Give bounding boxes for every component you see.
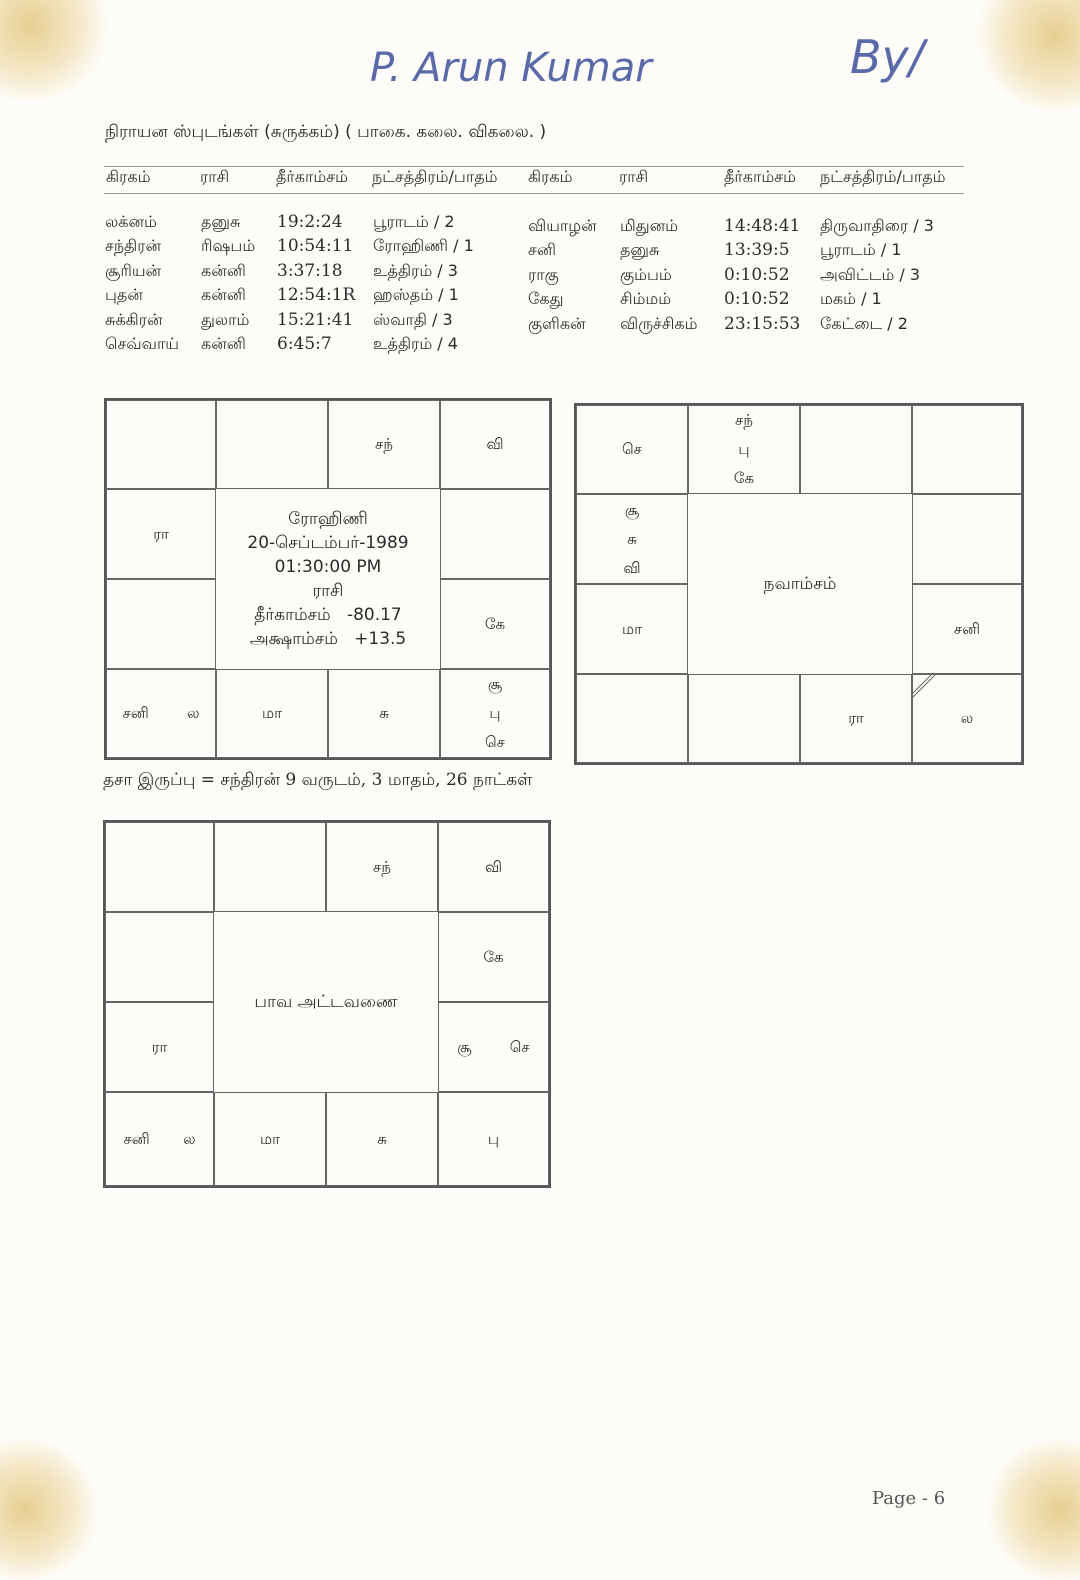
planet-deg: 0:10:52 — [724, 264, 790, 285]
house-cell — [106, 489, 216, 579]
planet-abbrev: ரா — [151, 1037, 168, 1056]
house-cell — [688, 405, 800, 494]
planet-abbrev: சனி ல — [123, 1129, 196, 1148]
center-label: தீர்காம்சம் -80.17 — [254, 605, 402, 625]
planet-star: பூராடம் / 2 — [373, 212, 455, 231]
planet-rasi: கன்னி — [201, 334, 246, 353]
chart-center — [214, 912, 438, 1092]
planet-deg: 10:54:11 — [277, 236, 354, 257]
planet-abbrev: பு — [487, 1129, 500, 1148]
planet-abbrev: மா — [262, 704, 282, 722]
planet-graha: லக்னம் — [105, 212, 157, 231]
planet-abbrev: சந் — [375, 435, 393, 453]
planet-star: உத்திரம் / 4 — [373, 334, 458, 353]
planet-abbrev: மா — [260, 1129, 280, 1148]
house-cell — [328, 669, 440, 758]
planet-abbrev: வி — [623, 558, 641, 577]
house-cell — [326, 822, 438, 912]
planet-deg: 12:54:1R — [277, 285, 356, 306]
planet-graha: சூரியன் — [105, 260, 162, 280]
house-cell — [106, 400, 216, 489]
house-cell — [326, 1092, 438, 1186]
center-label: பாவ அட்டவணை — [254, 992, 398, 1012]
planet-graha: கேது — [528, 289, 564, 309]
house-cell — [216, 400, 328, 489]
planet-graha: சுக்கிரன் — [105, 309, 163, 329]
planet-star: உத்திரம் / 3 — [373, 260, 458, 280]
planet-deg: 15:21:41 — [277, 309, 354, 330]
planet-graha: சந்திரன் — [105, 236, 162, 256]
header-cell: கிரகம் — [528, 167, 573, 186]
planet-abbrev: கே — [733, 469, 755, 487]
planet-abbrev: ரா — [848, 709, 864, 727]
planet-star: கேட்டை / 2 — [820, 313, 908, 333]
planet-abbrev: வி — [486, 435, 504, 453]
planet-abbrev: சு — [379, 704, 389, 722]
house-cell — [440, 489, 550, 579]
planet-abbrev: பு — [489, 704, 501, 722]
handwritten-initials: By/ — [850, 30, 925, 84]
planet-star: திருவாதிரை / 3 — [820, 216, 934, 235]
house-cell — [438, 822, 549, 912]
planet-rasi: கன்னி — [201, 285, 246, 305]
house-cell — [440, 579, 550, 669]
header-cell: தீர்காம்சம் — [276, 167, 348, 186]
planet-abbrev: சு — [627, 529, 637, 548]
planet-abbrev: பு — [738, 440, 750, 458]
chart-center — [688, 494, 912, 674]
house-cell — [912, 494, 1022, 584]
planet-graha: வியாழன் — [528, 216, 597, 235]
handwritten-name: P. Arun Kumar — [370, 45, 652, 91]
corner-stain — [985, 1440, 1080, 1580]
planet-rasi: ரிஷபம் — [201, 236, 256, 256]
planet-star: அவிட்டம் / 3 — [820, 264, 921, 284]
planet-graha: புதன் — [105, 285, 143, 305]
house-cell — [576, 674, 688, 763]
planet-abbrev: சூ — [487, 675, 503, 693]
house-cell — [440, 400, 550, 489]
bhava-chart — [103, 820, 551, 1188]
planet-deg: 3:37:18 — [277, 260, 343, 281]
page-number: Page - 6 — [872, 1488, 946, 1509]
header-cell: ராசி — [619, 167, 649, 186]
planet-deg: 6:45:7 — [277, 334, 332, 354]
house-cell — [576, 405, 688, 494]
lagna-marker — [913, 675, 937, 699]
house-cell — [214, 822, 326, 912]
planet-abbrev: சு — [377, 1129, 387, 1148]
planet-graha: சனி — [528, 240, 556, 260]
planet-deg: 14:48:41 — [724, 216, 801, 236]
planet-abbrev: மா — [622, 619, 642, 638]
planet-star: ரோஹிணி / 1 — [373, 236, 474, 256]
planet-abbrev: ல — [960, 709, 974, 727]
planet-abbrev: சூ செ — [457, 1037, 530, 1056]
planet-deg: 19:2:24 — [277, 212, 343, 232]
planet-abbrev: சனி ல — [122, 704, 200, 722]
corner-stain — [0, 0, 110, 100]
header-cell: கிரகம் — [106, 167, 151, 186]
planet-abbrev: வி — [484, 857, 503, 876]
house-cell — [688, 674, 800, 763]
rasi-chart — [104, 398, 552, 760]
house-cell — [105, 822, 214, 912]
house-cell — [912, 405, 1022, 494]
planet-rasi: தனுசு — [201, 212, 241, 231]
house-cell — [576, 494, 688, 584]
house-cell — [105, 1092, 214, 1186]
planet-abbrev: சனி — [953, 619, 981, 638]
planet-abbrev: கே — [483, 947, 504, 966]
house-cell — [912, 584, 1022, 674]
center-label: ரோஹிணி — [288, 509, 368, 529]
planet-abbrev: சந் — [373, 857, 391, 876]
center-label: 20-செப்டம்பர்-1989 — [247, 533, 409, 553]
planet-abbrev: கே — [484, 614, 506, 633]
house-cell — [800, 405, 912, 494]
center-label: நவாம்சம் — [763, 574, 837, 594]
planet-abbrev: செ — [485, 733, 505, 751]
planet-rasi: மிதுனம் — [620, 216, 679, 235]
planet-rasi: துலாம் — [201, 309, 250, 329]
house-cell — [912, 674, 1022, 763]
chart-center — [216, 489, 440, 669]
planet-abbrev: செ — [622, 440, 642, 458]
house-cell — [216, 669, 328, 758]
center-label: அக்ஷாம்சம் +13.5 — [249, 629, 407, 649]
navamsa-chart — [574, 403, 1024, 765]
planet-star: ஸ்வாதி / 3 — [373, 309, 453, 329]
house-cell — [438, 1002, 549, 1092]
planet-rasi: கன்னி — [201, 260, 246, 280]
dasa-balance: தசா இருப்பு = சந்திரன் 9 வருடம், 3 மாதம், 26 நாட்கள் — [103, 770, 533, 790]
house-cell — [105, 912, 214, 1002]
house-cell — [800, 674, 912, 763]
planet-graha: செவ்வாய் — [105, 334, 180, 353]
header-cell: நட்சத்திரம்/பாதம் — [820, 167, 946, 186]
section-heading: நிராயன ஸ்புடங்கள் (சுருக்கம்) ( பாகை. கலை. விகலை. ) — [105, 122, 547, 142]
house-cell — [214, 1092, 326, 1186]
center-label: ராசி — [312, 581, 344, 601]
planet-graha: குளிகன் — [528, 313, 586, 333]
planet-graha: ராகு — [528, 264, 559, 284]
table-header — [104, 166, 964, 194]
house-cell — [105, 1002, 214, 1092]
house-cell — [106, 669, 216, 758]
planet-abbrev: சந் — [735, 411, 753, 429]
header-cell: தீர்காம்சம் — [724, 167, 796, 186]
planet-abbrev: ரா — [153, 524, 169, 543]
house-cell — [438, 912, 549, 1002]
planet-deg: 23:15:53 — [724, 313, 801, 334]
planet-rasi: சிம்மம் — [620, 289, 672, 309]
planet-star: ஹஸ்தம் / 1 — [373, 285, 459, 305]
planet-abbrev: சூ — [624, 500, 640, 519]
house-cell — [438, 1092, 549, 1186]
house-cell — [106, 579, 216, 669]
planet-star: மகம் / 1 — [820, 289, 882, 309]
house-cell — [440, 669, 550, 758]
planet-deg: 13:39:5 — [724, 240, 790, 261]
house-cell — [328, 400, 440, 489]
planet-rasi: விருச்சிகம் — [620, 313, 698, 333]
corner-stain — [975, 0, 1080, 110]
center-label: 01:30:00 PM — [274, 557, 382, 577]
planet-star: பூராடம் / 1 — [820, 240, 902, 260]
header-cell: ராசி — [200, 167, 230, 186]
house-cell — [576, 584, 688, 674]
planet-deg: 0:10:52 — [724, 289, 790, 310]
planet-rasi: தனுசு — [620, 240, 660, 260]
corner-stain — [0, 1440, 100, 1580]
header-cell: நட்சத்திரம்/பாதம் — [372, 167, 498, 186]
planet-rasi: கும்பம் — [620, 264, 672, 284]
